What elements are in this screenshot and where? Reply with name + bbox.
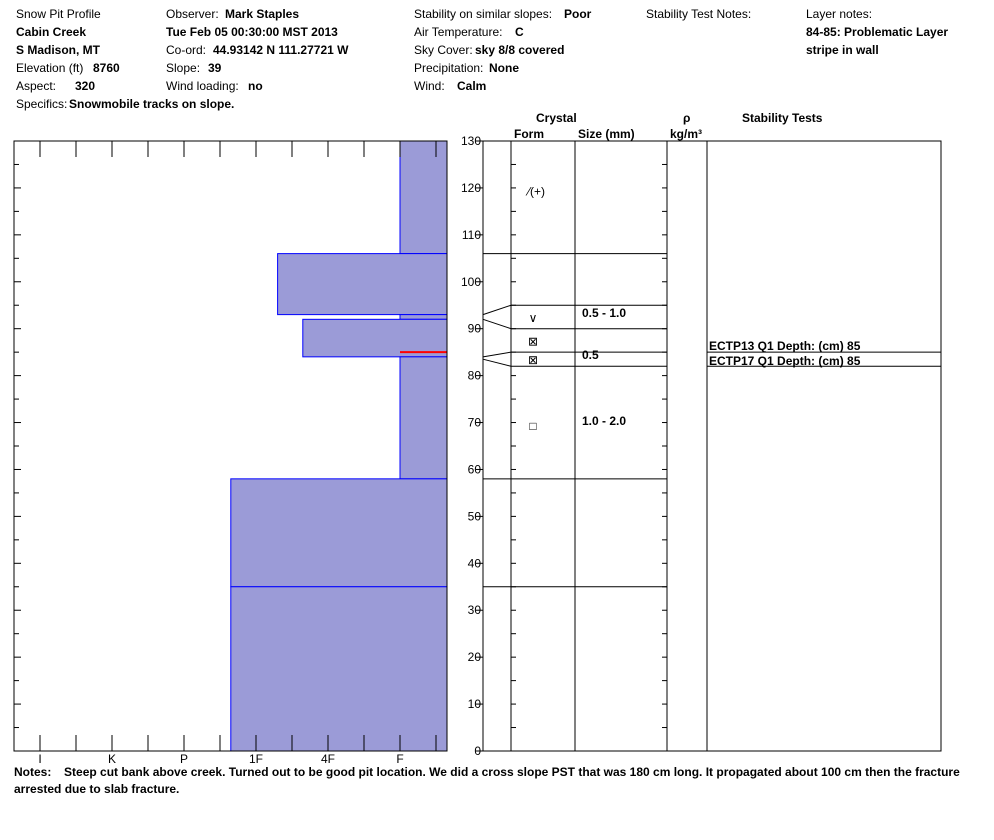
depth-tick-label: 50 (467, 509, 481, 524)
coord-label: Co-ord: (166, 43, 207, 57)
layer-note-2: stripe in wall (806, 43, 879, 57)
crystal-form-symbol: □ (529, 418, 537, 433)
layer-notes-label: Layer notes: (806, 7, 873, 21)
region-name: S Madison, MT (16, 43, 100, 57)
stability-notes-label: Stability Test Notes: (646, 7, 752, 21)
hardness-tick-label: 1F (248, 752, 264, 766)
hardness-tick-label: F (396, 752, 404, 766)
specifics-label: Specifics: (16, 97, 68, 111)
hardness-layer-bar (400, 315, 447, 320)
crystal-form-symbol: ⁄(+) (528, 184, 546, 199)
wind-loading-label: Wind loading: (166, 79, 239, 93)
wind-label: Wind: (414, 79, 445, 93)
size-header: Size (mm) (578, 127, 635, 141)
crystal-table (483, 141, 941, 751)
depth-tick-label: 30 (467, 603, 481, 618)
sky-label: Sky Cover: (414, 43, 473, 57)
hardness-layer-bar (231, 479, 447, 587)
coord-value: 44.93142 N 111.27721 W (213, 43, 349, 57)
air-temp-label: Air Temperature: (414, 25, 503, 39)
stability-test-label: ECTP13 Q1 Depth: (cm) 85 (709, 339, 861, 353)
slope-label: Slope: (166, 61, 201, 75)
hardness-tick-label: 4F (320, 752, 336, 766)
depth-tick-label: 90 (467, 321, 481, 336)
density-symbol: ρ (683, 111, 691, 125)
layer-boundary-connector (483, 359, 511, 366)
notes-text: Steep cut bank above creek. Turned out to be good pit location. We did a cross slope PST that was 180 cm long. It propagated about 100 cm then the fracture arrested due to slab fracture. (14, 765, 960, 796)
depth-tick-label: 100 (460, 274, 481, 289)
sky-value: sky 8/8 covered (475, 43, 565, 57)
depth-tick-label: 120 (460, 180, 481, 195)
elevation-label: Elevation (ft) (16, 61, 84, 75)
wind-loading-value: no (248, 79, 263, 93)
stability-tests-header: Stability Tests (742, 111, 823, 125)
pit-datetime: Tue Feb 05 00:30:00 MST 2013 (166, 25, 338, 39)
slope-value: 39 (208, 61, 222, 75)
form-header: Form (514, 127, 544, 141)
observer-label: Observer: (166, 7, 219, 21)
hardness-tick-label: P (179, 752, 189, 766)
layer-boundary-connector (483, 352, 511, 357)
precip-label: Precipitation: (414, 61, 484, 75)
hardness-plot (14, 141, 447, 766)
observer-value: Mark Staples (225, 7, 300, 21)
depth-tick-label: 40 (467, 556, 481, 571)
depth-tick-label: 60 (467, 462, 481, 477)
elevation-value: 8760 (93, 61, 120, 75)
crystal-form-symbol: ⊠ (527, 353, 539, 368)
depth-tick-label: 20 (467, 650, 481, 665)
hardness-layer-bar (400, 141, 447, 254)
depth-tick-label: 80 (467, 368, 481, 383)
hardness-layer-bar (278, 254, 447, 315)
notes-label: Notes: (14, 765, 52, 779)
aspect-label: Aspect: (16, 79, 57, 93)
crystal-size-label: 0.5 - 1.0 (582, 305, 627, 320)
depth-tick-label: 10 (467, 697, 481, 712)
specifics-value: Snowmobile tracks on slope. (69, 97, 235, 111)
crystal-form-symbol: ∨ (528, 310, 538, 325)
stability-test-label: ECTP17 Q1 Depth: (cm) 85 (709, 354, 861, 368)
crystal-header: Crystal (536, 111, 577, 125)
depth-tick-label: 70 (467, 415, 481, 430)
notes-block (14, 764, 974, 798)
location-name: Cabin Creek (16, 25, 87, 39)
hardness-tick-label: K (107, 752, 117, 766)
depth-tick-label: 110 (461, 227, 481, 242)
layer-boundary-connector (483, 319, 511, 328)
stability-value: Poor (564, 7, 592, 21)
wind-value: Calm (457, 79, 487, 93)
crystal-form-symbol: ⊠ (527, 334, 539, 349)
air-temp-value: C (515, 25, 524, 39)
density-unit: kg/m³ (670, 127, 703, 141)
depth-tick-label: 0 (474, 744, 481, 758)
precip-value: None (489, 61, 519, 75)
hardness-layer-bar (231, 587, 447, 751)
table-frame (483, 141, 941, 751)
crystal-size-label: 0.5 (582, 348, 599, 363)
pit-title: Snow Pit Profile (16, 7, 101, 21)
layer-note-1: 84-85: Problematic Layer (806, 25, 949, 39)
hardness-layer-bar (400, 357, 447, 479)
stability-label: Stability on similar slopes: (414, 7, 553, 21)
depth-tick-label: 130 (460, 134, 481, 148)
aspect-value: 320 (75, 79, 96, 93)
hardness-tick-label: I (38, 752, 42, 766)
layer-boundary-connector (483, 305, 511, 314)
crystal-size-label: 1.0 - 2.0 (582, 413, 627, 428)
